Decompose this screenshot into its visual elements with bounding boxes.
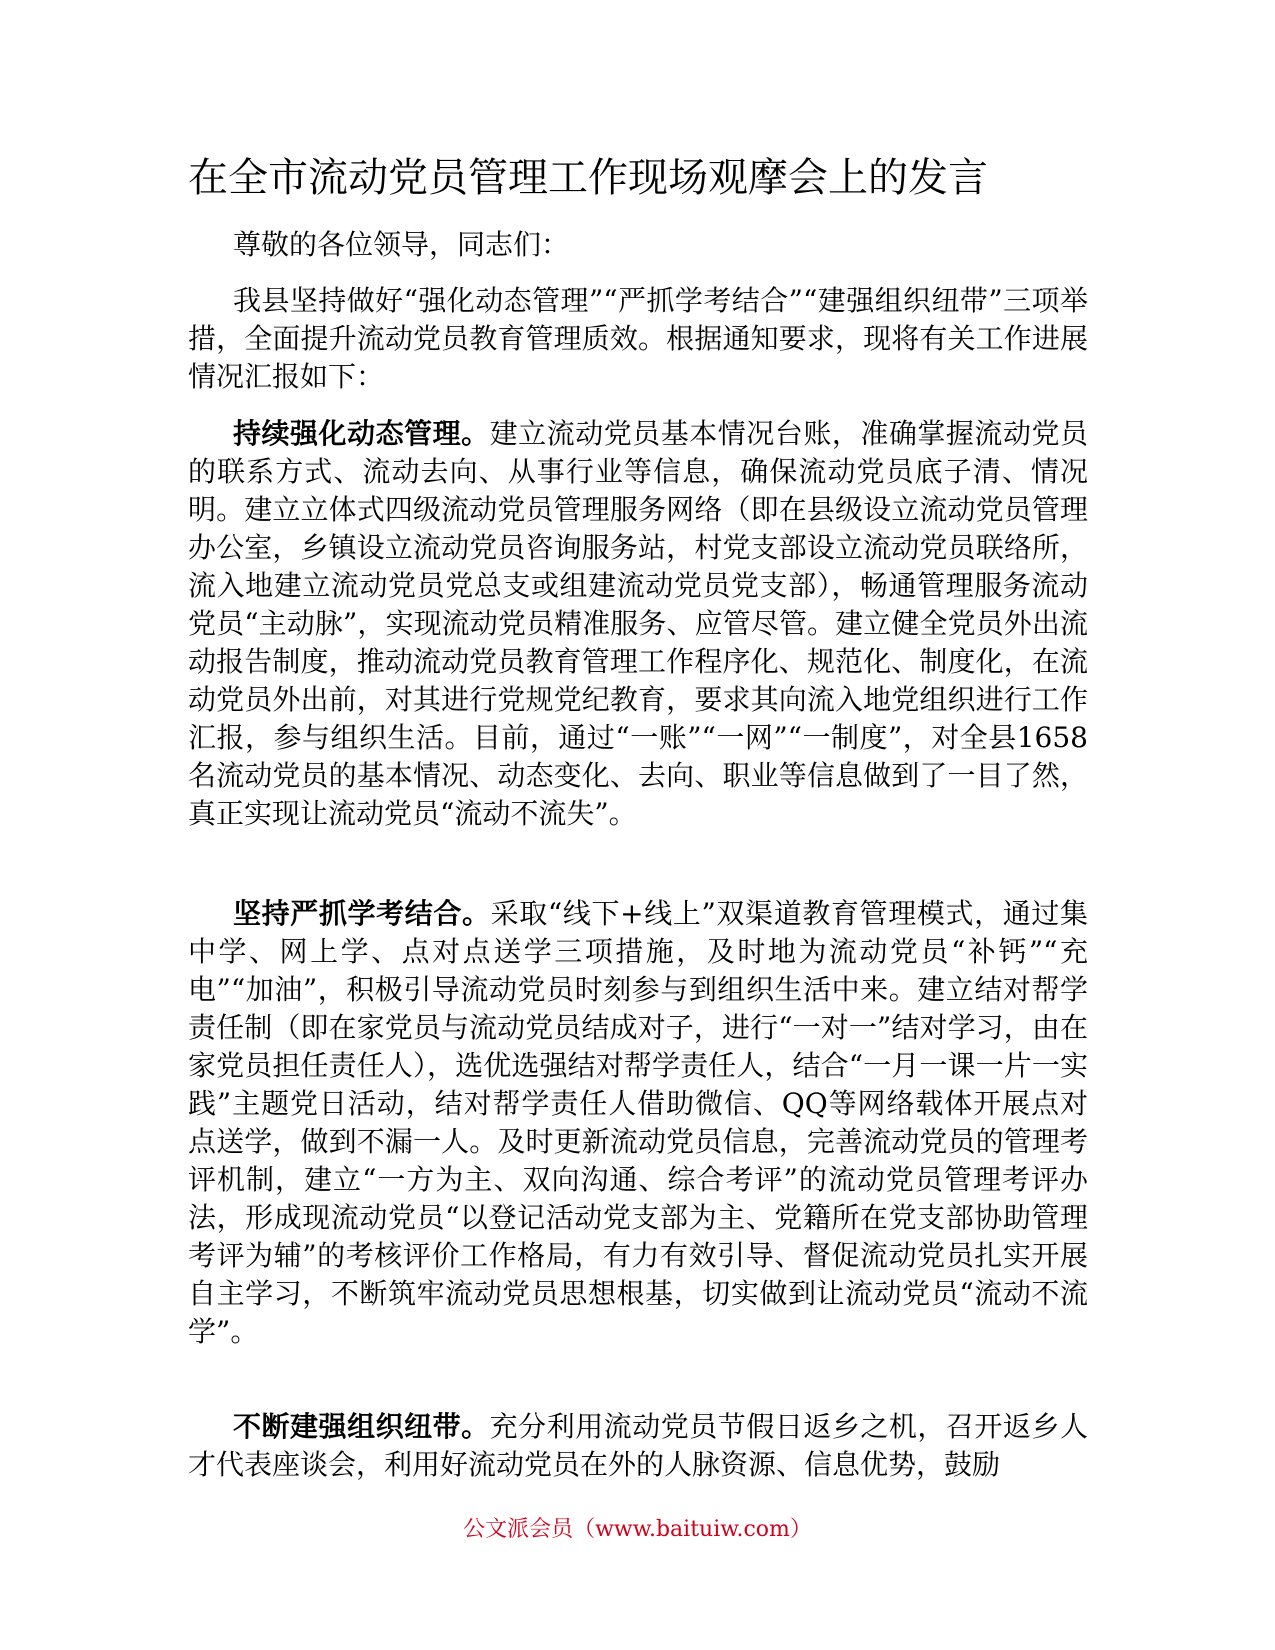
document-title: 在全市流动党员管理工作现场观摩会上的发言 — [188, 155, 988, 201]
section-paragraph-2 — [188, 895, 1088, 1351]
section-body-2: 采取“线下+线上”双渠道教育管理模式，通过集中学、网上学、点对点送学三项措施，及时地为流动党员“补钙”“充电”“加油”，积极引导流动党员时刻参与到组织生活中来。建立结对帮学责任制（即在家党员与流动党员结成对子，进行“一对一”结对学习，由在家党员担任责任人），选优选强结对帮学责任人，结合“一月一课一片一实践”主题党日活动，结对帮学责任人借助微信、QQ等网络载体开展点对点送学，做到不漏一人。及时更新流动党员信息，完善流动党员的管理考评机制，建立“一方为主、双向沟通、综合考评”的流动党员管理考评办法，形成现流动党员“以登记活动党支部为主、党籍所在党支部协助管理考评为辅”的考核评价工作格局，有力有效引导、督促流动党员扎实开展自主学习，不断筑牢流动党员思想根基，切实做到让流动党员“流动不流学”。 — [188, 897, 1088, 1348]
section-heading-1: 持续强化动态管理。 — [233, 417, 490, 450]
section-paragraph-3 — [188, 1408, 1088, 1484]
section-body-3: 充分利用流动党员节假日返乡之机，召开返乡人才代表座谈会，利用好流动党员在外的人脉资源、信息优势，鼓励 — [188, 1410, 1088, 1481]
section-heading-3: 不断建强组织纽带。 — [233, 1410, 490, 1443]
footer-watermark: 公文派会员（www.baituiw.com） — [463, 1517, 812, 1542]
intro-paragraph: 我县坚持做好“强化动态管理”“严抓学考结合”“建强组织纽带”三项举措，全面提升流动党员教育管理质效。根据通知要求，现将有关工作进展情况汇报如下： — [188, 284, 1088, 393]
section-heading-2: 坚持严抓学考结合。 — [233, 897, 491, 930]
salutation: 尊敬的各位领导，同志们： — [233, 228, 570, 261]
section-paragraph-1 — [188, 415, 1088, 833]
section-body-1: 建立流动党员基本情况台账，准确掌握流动党员的联系方式、流动去向、从事行业等信息，确保流动党员底子清、情况明。建立立体式四级流动党员管理服务网络（即在县级设立流动党员管理办公室，乡镇设立流动党员咨询服务站，村党支部设立流动党员联络所，流入地建立流动党员党总支或组建流动党员党支部），畅通管理服务流动党员“主动脉”，实现流动党员精准服务、应管尽管。建立健全党员外出流动报告制度，推动流动党员教育管理工作程序化、规范化、制度化，在流动党员外出前，对其进行党规党纪教育，要求其向流入地党组织进行工作汇报，参与组织生活。目前，通过“一账”“一网”“一制度”，对全县1658名流动党员的基本情况、动态变化、去向、职业等信息做到了一目了然，真正实现让流动党员“流动不流失”。 — [188, 417, 1088, 830]
